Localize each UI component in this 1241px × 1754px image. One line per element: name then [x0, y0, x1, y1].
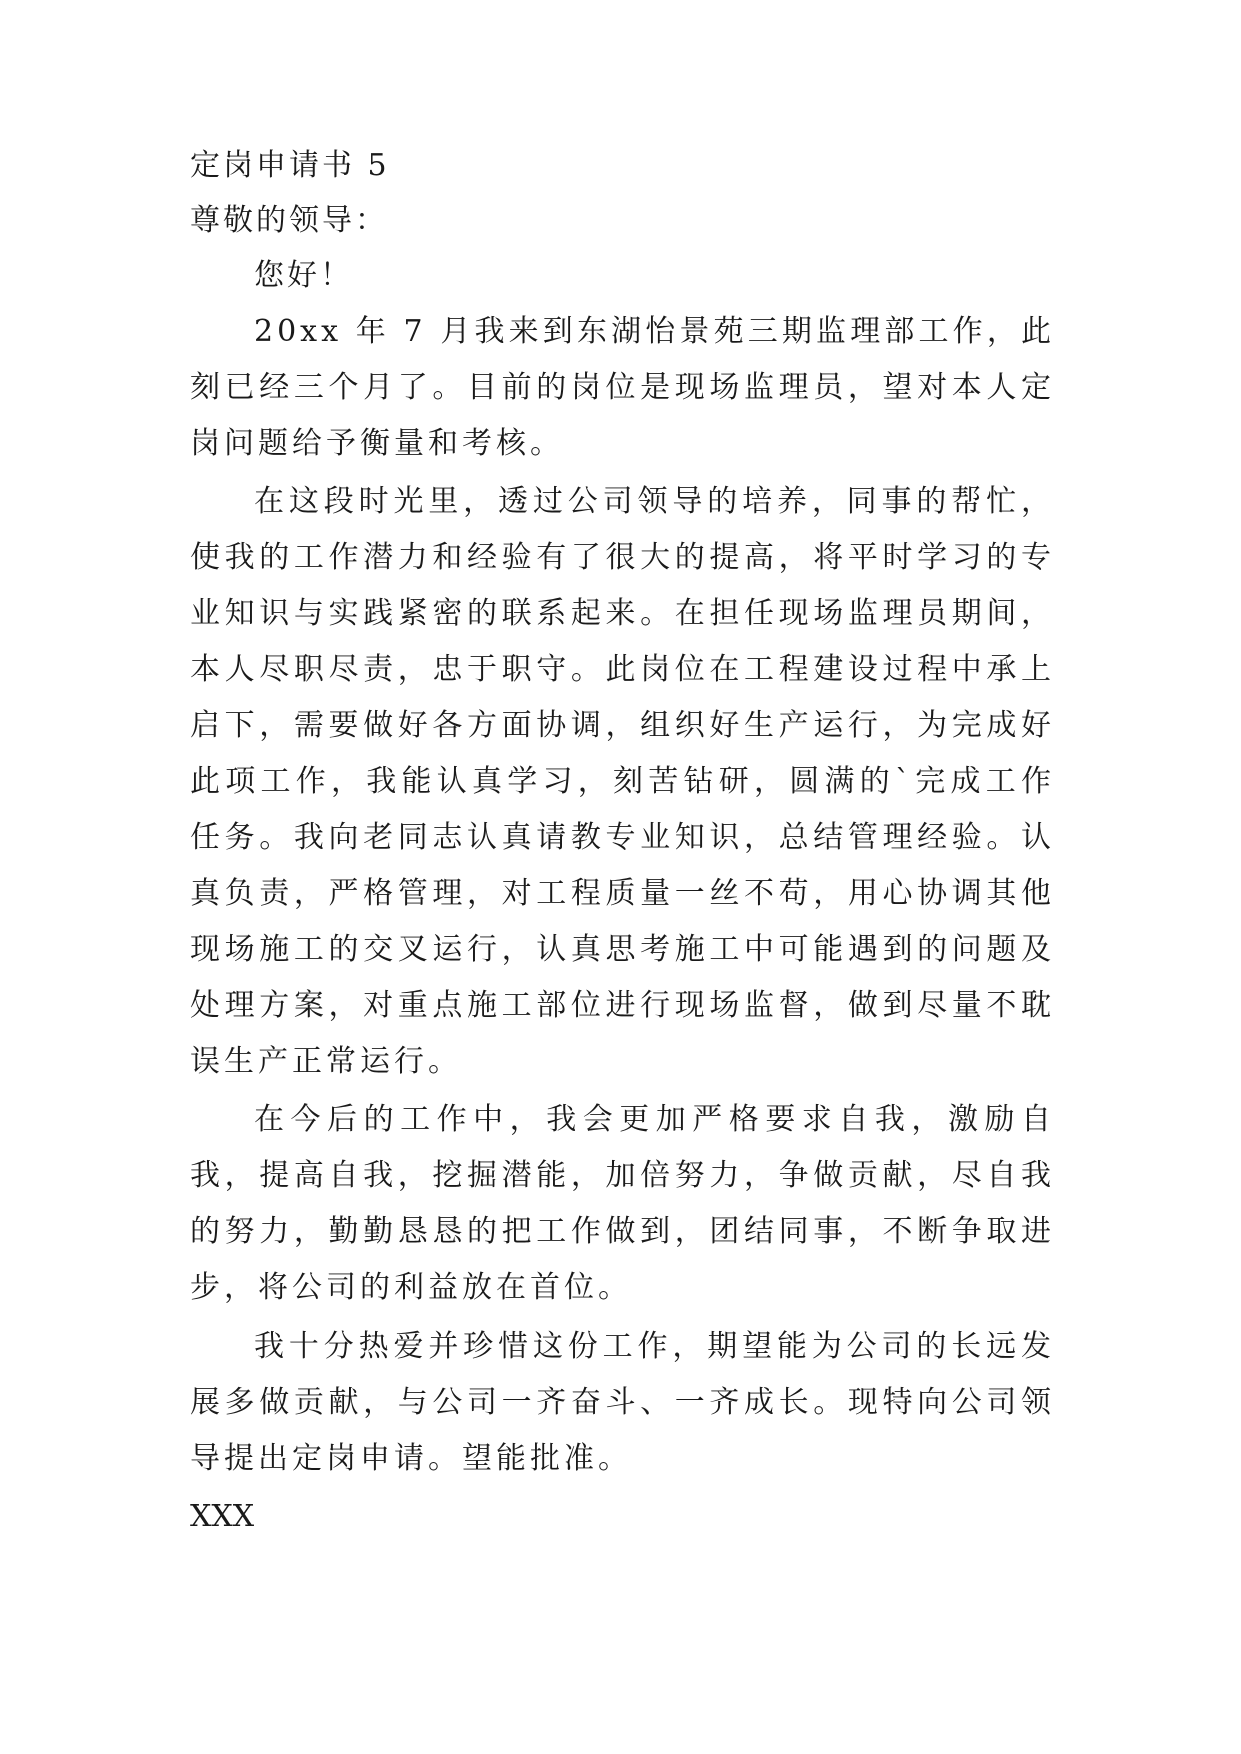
paragraph-2: 在这段时光里，透过公司领导的培养，同事的帮忙，使我的工作潜力和经验有了很大的提高，将平时学习的专业知识与实践紧密的联系起来。在担任现场监理员期间，本人尽职尽责，忠于职守。此岗位在工程建设过程中承上启下，需要做好各方面协调，组织好生产运行，为完成好此项工作，我能认真学习，刻苦钻研，圆满的`完成工作任务。我向老同志认真请教专业知识，总结管理经验。认真负责，严格管理，对工程质量一丝不苟，用心协调其他现场施工的交叉运行，认真思考施工中可能遇到的问题及处理方案，对重点施工部位进行现场监督，做到尽量不耽误生产正常运行。 [190, 484, 1055, 1079]
document-title: 定岗申请书 5 [190, 148, 390, 183]
paragraph-3: 在今后的工作中，我会更加严格要求自我，激励自我，提高自我，挖掘潜能，加倍努力，争做贡献，尽自我的努力，勤勤恳恳的把工作做到，团结同事，不断争取进步，将公司的利益放在首位。 [190, 1102, 1055, 1305]
signature: XXX [190, 1499, 255, 1534]
paragraph-1: 20xx 年 7 月我来到东湖怡景苑三期监理部工作，此刻已经三个月了。目前的岗位是现场监理员，望对本人定岗问题给予衡量和考核。 [190, 314, 1055, 461]
greeting: 您好！ [254, 258, 353, 293]
salutation: 尊敬的领导： [190, 203, 388, 238]
paragraph-4: 我十分热爱并珍惜这份工作，期望能为公司的长远发展多做贡献，与公司一齐奋斗、一齐成长。现特向公司领导提出定岗申请。望能批准。 [190, 1329, 1055, 1476]
